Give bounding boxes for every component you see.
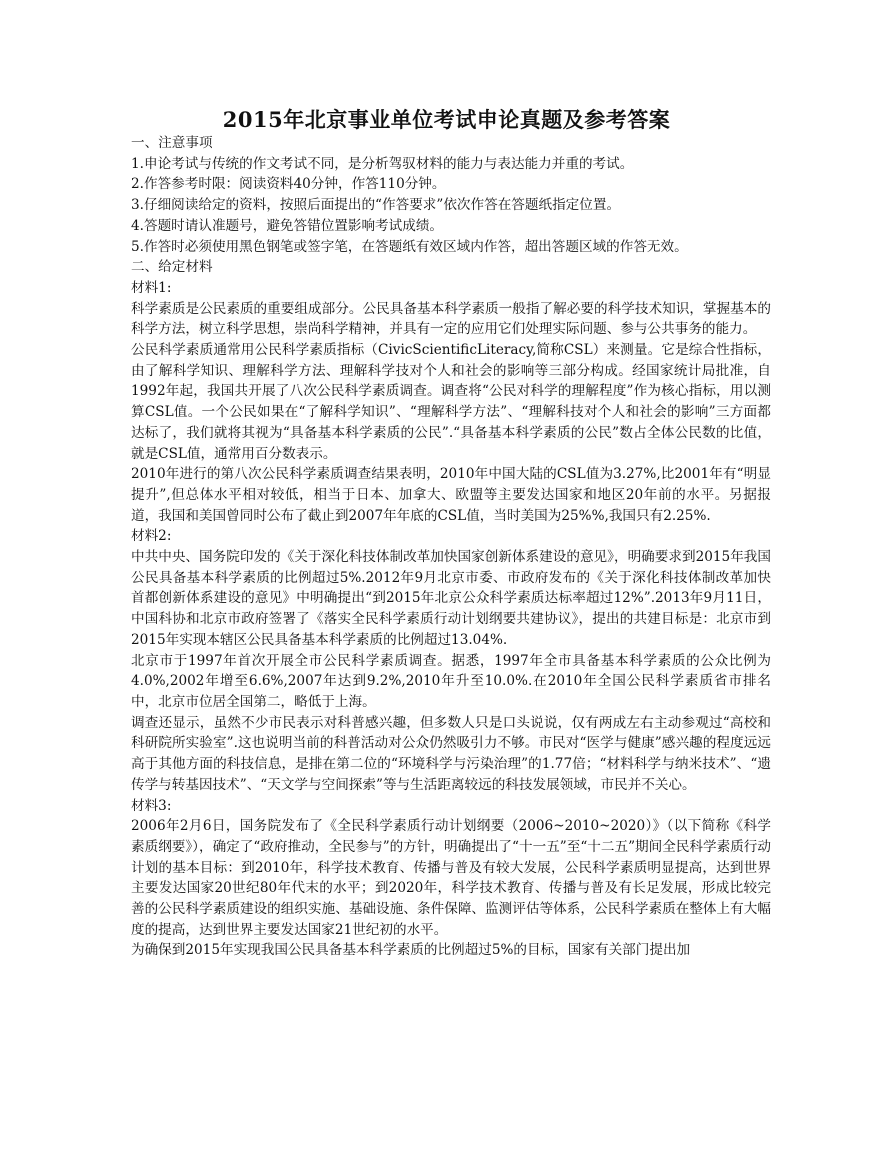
notice-item: 2.作答参考时限：阅读资料40分钟，作答110分钟。 [131, 176, 446, 193]
paragraph: 公民科学素质通常用公民科学素质指标（CivicScientificLiteracy,简称CSL）来测量。它是综合性指标，由了解科学知识、理解科学方法、理解科学技对个人和社会的影响等三部分构成。经国家统计局批准，自1992年起，我国共开展了八次公民科学素质调查。调查将“公民对科学的理解程度”作为核心指标，用以测算CSL值。一个公民如果在“了解科学知识”、“理解科学方法”、“理解科技对个人和社会的影响”三方面都达标了，我们就将其视为“具备基本科学素质的公民”.“具备基本科学素质的公民”数占全体公民数的比值，就是CSL值，通常用百分数表示。 [131, 342, 771, 462]
document-title: 2015年北京事业单位考试申论真题及参考答案 [222, 107, 671, 132]
material-heading: 材料1: [131, 279, 172, 296]
notice-item: 5.作答时必须使用黑色钢笔或签字笔，在答题纸有效区域内作答，超出答题区域的作答无效。 [131, 238, 688, 255]
paragraph: 2006年2月6日，国务院发布了《全民科学素质行动计划纲要（2006~2010~2020）》（以下简称《科学素质纲要》），确定了“政府推动，全民参与”的方针，明确提出了“十一五”至“十二五”期间全民科学素质行动计划的基本目标：到2010年，科学技术教育、传播与普及有较大发展，公民科学素质明显提高，达到世界主要发达国家20世纪80年代末的水平；到2020年，科学技术教育、传播与普及有长足发展，形成比较完善的公民科学素质建设的组织实施、基础设施、条件保障、监测评估等体系，公民科学素质在整体上有大幅度的提高，达到世界主要发达国家21世纪初的水平。 [131, 818, 771, 938]
paragraph: 2010年进行的第八次公民科学素质调查结果表明，2010年中国大陆的CSL值为3.27%,比2001年有“明显提升”,但总体水平相对较低，相当于日本、加拿大、欧盟等主要发达国家和地区20年前的水平。另据报道，我国和美国曾同时公布了截止到2007年年底的CSL值，当时美国为25%%,我国只有2.25%. [131, 466, 771, 524]
material-heading: 材料3: [131, 797, 172, 814]
paragraph: 调查还显示，虽然不少市民表示对科普感兴趣，但多数人只是口头说说，仅有两成左右主动参观过“高校和科研院所实验室”.这也说明当前的科普活动对公众仍然吸引力不够。市民对“医学与健康”感兴趣的程度远远高于其他方面的科技信息，是排在第二位的“环境科学与污染治理”的1.77倍；“材料科学与纳米技术”、“遗传学与转基因技术”、“天文学与空间探索”等与生活距离较远的科技发展领域，市民并不关心。 [131, 714, 771, 793]
notice-item: 1.申论考试与传统的作文考试不同，是分析驾驭材料的能力与表达能力并重的考试。 [131, 155, 634, 172]
paragraph: 为确保到2015年实现我国公民具备基本科学素质的比例超过5%的目标，国家有关部门提出加 [131, 942, 691, 959]
notice-item: 3.仔细阅读给定的资料，按照后面提出的“作答要求”依次作答在答题纸指定位置。 [131, 197, 621, 214]
paragraph: 科学素质是公民素质的重要组成部分。公民具备基本科学素质一般指了解必要的科学技术知识，掌握基本的科学方法，树立科学思想，崇尚科学精神，并具有一定的应用它们处理实际问题、参与公共事务的能力。 [131, 300, 771, 338]
material-heading: 材料2: [131, 528, 172, 545]
paragraph: 北京市于1997年首次开展全市公民科学素质调查。据悉，1997年全市具备基本科学素质的公众比例为4.0%,2002年增至6.6%,2007年达到9.2%,2010年升至10.0%.在2010年全国公民科学素质省市排名中，北京市位居全国第二，略低于上海。 [131, 652, 771, 710]
section-heading: 二、给定材料 [131, 259, 213, 276]
paragraph: 中共中央、国务院印发的《关于深化科技体制改革加快国家创新体系建设的意见》，明确要求到2015年我国公民具备基本科学素质的比例超过5%.2012年9月北京市委、市政府发布的《关于深化科技体制改革加快首都创新体系建设的意见》中明确提出“到2015年北京公众科学素质达标率超过12%”.2013年9月11日，中国科协和北京市政府签署了《落实全民科学素质行动计划纲要共建协议》，提出的共建目标是：北京市到2015年实现本辖区公民具备基本科学素质的比例超过13.04%. [131, 549, 771, 648]
document-body [131, 133, 771, 961]
section-heading: 一、注意事项 [131, 135, 213, 151]
notice-item: 4.答题时请认准题号，避免答错位置影响考试成绩。 [131, 217, 444, 234]
